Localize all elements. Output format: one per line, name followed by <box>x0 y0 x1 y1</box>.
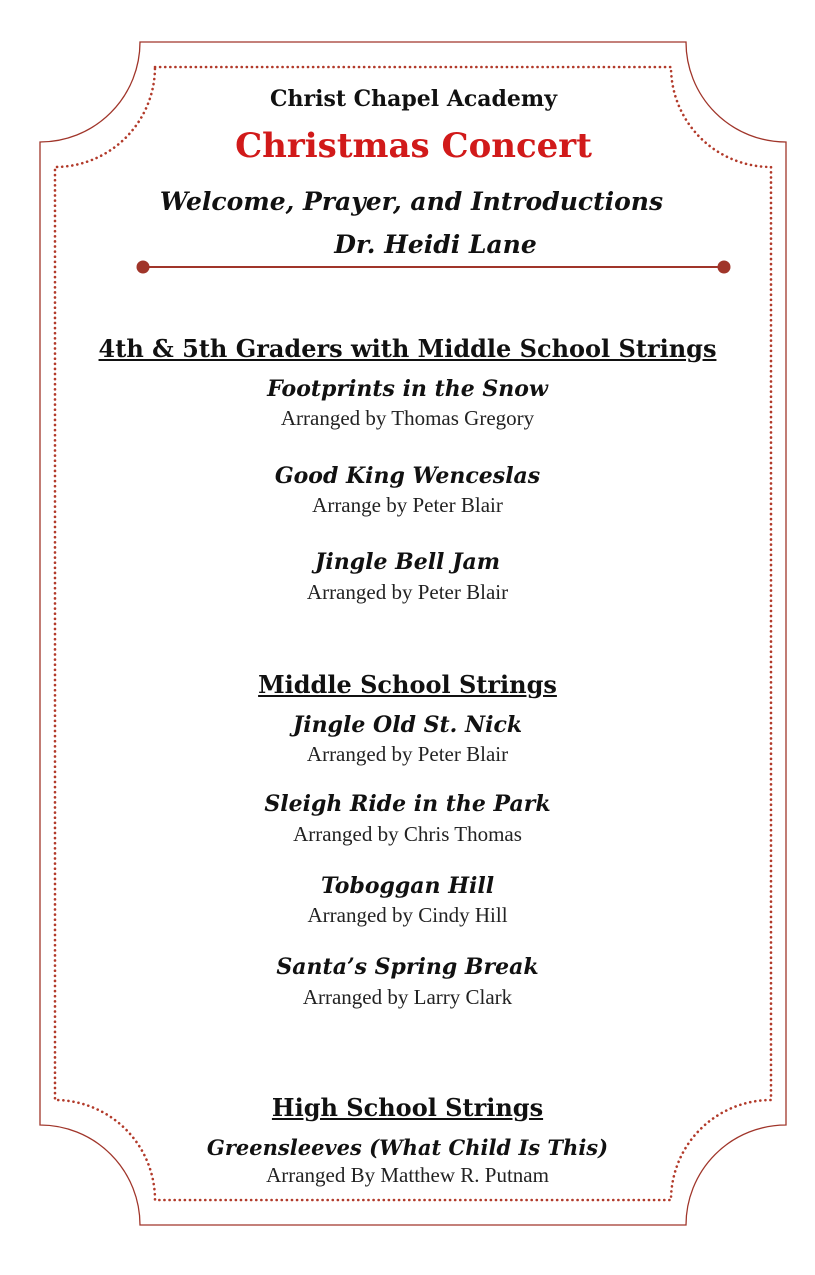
piece-arranger: Arranged by Thomas Gregory <box>280 406 535 430</box>
piece-title: Santa’s Spring Break <box>276 954 539 980</box>
presenter-name: Dr. Heidi Lane <box>334 230 537 259</box>
welcome-line: Welcome, Prayer, and Introductions <box>159 187 664 216</box>
divider-dot-left <box>137 261 150 274</box>
piece-title: Good King Wenceslas <box>274 463 541 489</box>
school-name: Christ Chapel Academy <box>270 86 557 112</box>
piece-arranger: Arranged by Larry Clark <box>302 985 513 1009</box>
piece-arranger: Arranged by Cindy Hill <box>307 903 508 927</box>
divider-dot-right <box>718 261 731 274</box>
piece-arranger: Arrange by Peter Blair <box>312 493 503 517</box>
piece-arranger: Arranged by Peter Blair <box>306 742 509 766</box>
piece-title: Jingle Old St. Nick <box>292 712 523 738</box>
piece-title: Footprints in the Snow <box>267 376 548 402</box>
concert-title: Christmas Concert <box>235 126 592 166</box>
piece-title: Greensleeves (What Child Is This) <box>206 1135 609 1160</box>
piece-arranger: Arranged By Matthew R. Putnam <box>266 1163 549 1187</box>
piece-title: Jingle Bell Jam <box>314 549 501 575</box>
section-title: High School Strings <box>271 1093 544 1122</box>
piece-title: Sleigh Ride in the Park <box>264 791 551 817</box>
section-title: 4th & 5th Graders with Middle School Strings <box>98 334 717 363</box>
piece-arranger: Arranged by Chris Thomas <box>293 822 522 846</box>
piece-arranger: Arranged by Peter Blair <box>306 580 509 604</box>
piece-title: Toboggan Hill <box>320 873 495 899</box>
outer-frame-line <box>40 42 786 1225</box>
section-title: Middle School Strings <box>258 670 557 699</box>
